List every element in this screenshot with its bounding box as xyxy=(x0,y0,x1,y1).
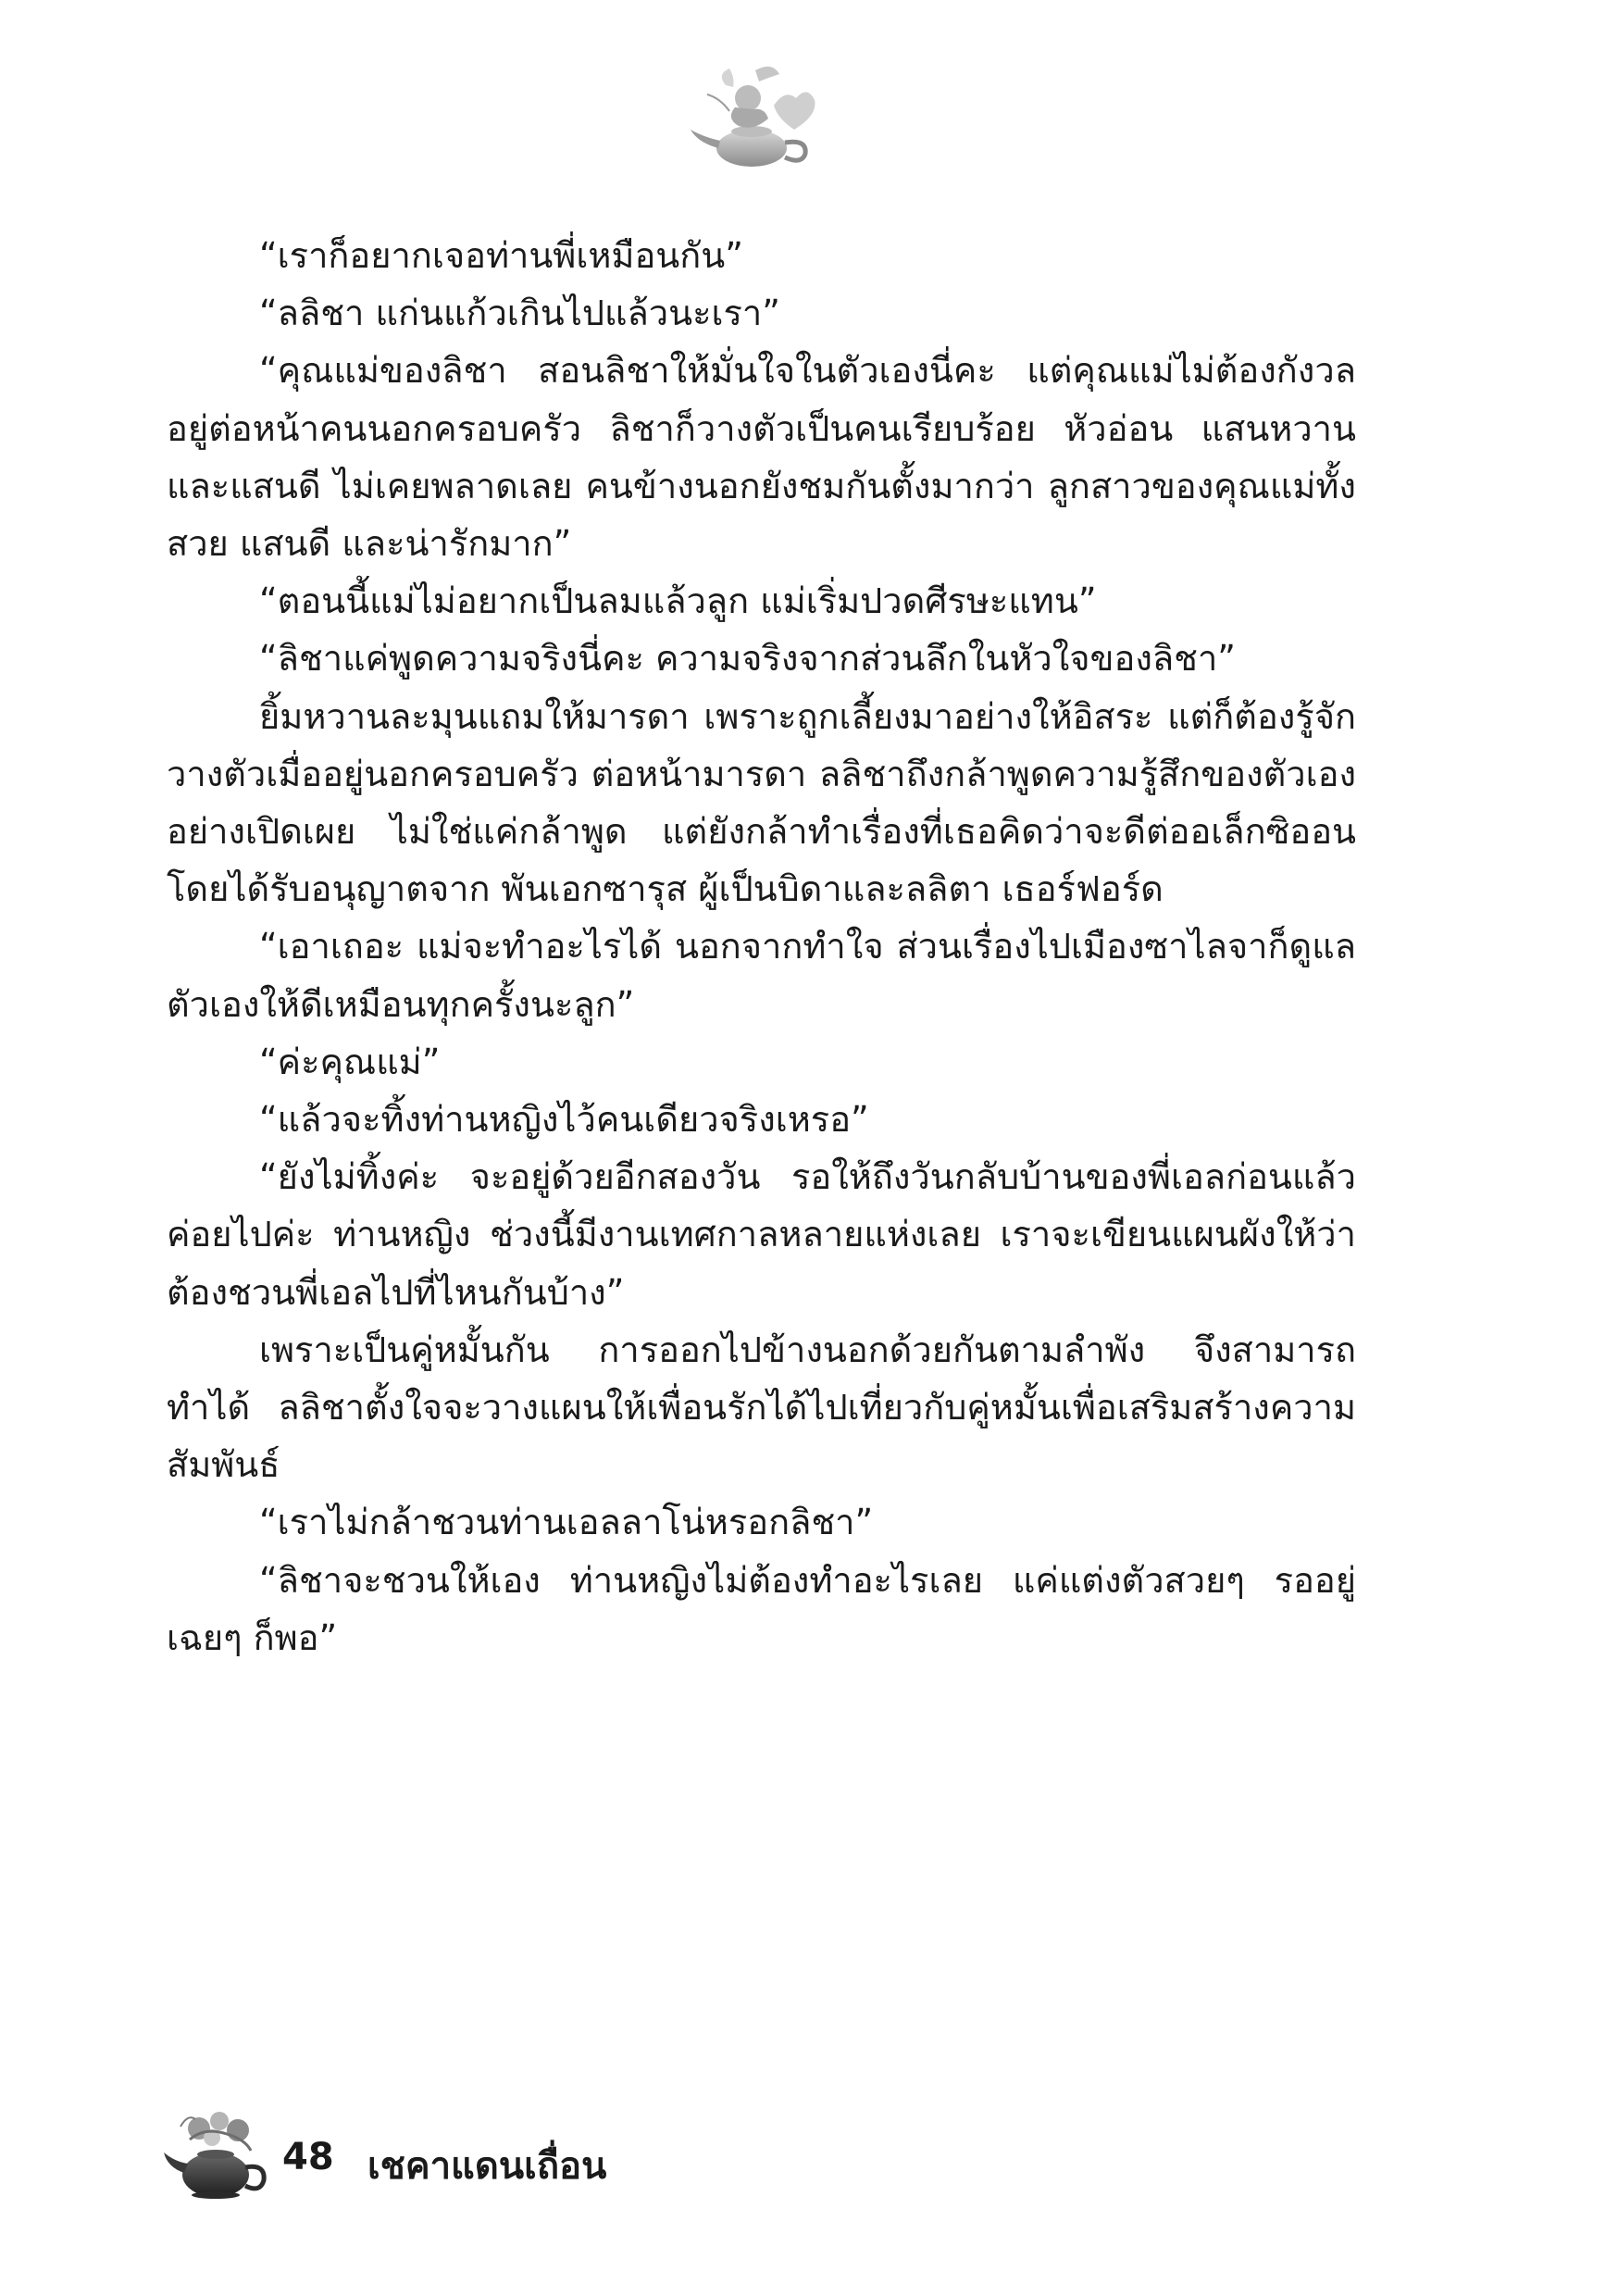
paragraph: “เราไม่กล้าชวนท่านเอลลาโน่หรอกลิชา” xyxy=(259,1502,874,1543)
body-text xyxy=(167,227,1356,1666)
paragraph: เพราะเป็นคู่หมั้นกัน การออกไปข้างนอกด้วยกันตามลำพัง จึงสามารถทำได้ ลลิชาตั้งใจจะวางแผนให้เพื่อนรักได้ไปเที่ยวกับคู่หมั้นเพื่อเสริมสร้างความสัมพันธ์ xyxy=(167,1329,1356,1486)
teapot-flowers-icon xyxy=(162,2106,273,2203)
paragraph: “ลลิชา แก่นแก้วเกินไปแล้วนะเรา” xyxy=(259,293,780,334)
paragraph: “ลิชาแค่พูดความจริงนี่คะ ความจริงจากส่วนลึกในหัวใจของลิชา” xyxy=(259,638,1236,680)
paragraph: “ยังไม่ทิ้งค่ะ จะอยู่ด้วยอีกสองวัน รอให้ถึงวันกลับบ้านของพี่เอลก่อนแล้วค่อยไปค่ะ ท่านหญิง ช่วงนี้มีงานเทศกาลหลายแห่งเลย เราจะเขียนแผนผังให้ว่าต้องชวนพี่เอลไปที่ไหนกันบ้าง” xyxy=(167,1156,1356,1313)
page-number: 48 xyxy=(282,2136,334,2178)
paragraph: ยิ้มหวานละมุนแถมให้มารดา เพราะถูกเลี้ยงมาอย่างให้อิสระ แต่ก็ต้องรู้จักวางตัวเมื่ออยู่นอกครอบครัว ต่อหน้ามารดา ลลิชาถึงกล้าพูดความรู้สึกของตัวเองอย่างเปิดเผย ไม่ใช่แค่กล้าพูด แต่ยังกล้าทำเรื่องที่เธอคิดว่าจะดีต่ออเล็กซิออน โดยได้รับอนุญาตจาก พันเอกซารุส ผู้เป็นบิดาและลลิตา เธอร์ฟอร์ด xyxy=(167,695,1356,910)
paragraph: “แล้วจะทิ้งท่านหญิงไว้คนเดียวจริงเหรอ” xyxy=(259,1099,869,1141)
book-title: เชคาแดนเถื่อน xyxy=(367,2145,607,2188)
paragraph: “ค่ะคุณแม่” xyxy=(259,1041,441,1082)
paragraph: “เอาเถอะ แม่จะทำอะไรได้ นอกจากทำใจ ส่วนเรื่องไปเมืองซาไลจาก็ดูแลตัวเองให้ดีเหมือนทุกครั้งนะลูก” xyxy=(167,926,1356,1025)
paragraph: “ลิชาจะชวนให้เอง ท่านหญิงไม่ต้องทำอะไรเลย แค่แต่งตัวสวยๆ รออยู่เฉยๆ ก็พอ” xyxy=(167,1559,1356,1658)
page-footer xyxy=(162,2106,902,2208)
paragraph: “คุณแม่ของลิชา สอนลิชาให้มั่นใจในตัวเองนี่คะ แต่คุณแม่ไม่ต้องกังวล อยู่ต่อหน้าคนนอกครอบครัว ลิชาก็วางตัวเป็นคนเรียบร้อย หัวอ่อน แสนหวานและแสนดี ไม่เคยพลาดเลย คนข้างนอกยังชมกันตั้งมากว่า ลูกสาวของคุณแม่ทั้งสวย แสนดี และน่ารักมาก” xyxy=(167,350,1356,565)
teapot-cherub-icon xyxy=(689,57,828,178)
paragraph: “เราก็อยากเจอท่านพี่เหมือนกัน” xyxy=(259,235,743,276)
paragraph: “ตอนนี้แม่ไม่อยากเป็นลมแล้วลูก แม่เริ่มปวดศีรษะแทน” xyxy=(259,580,1097,622)
